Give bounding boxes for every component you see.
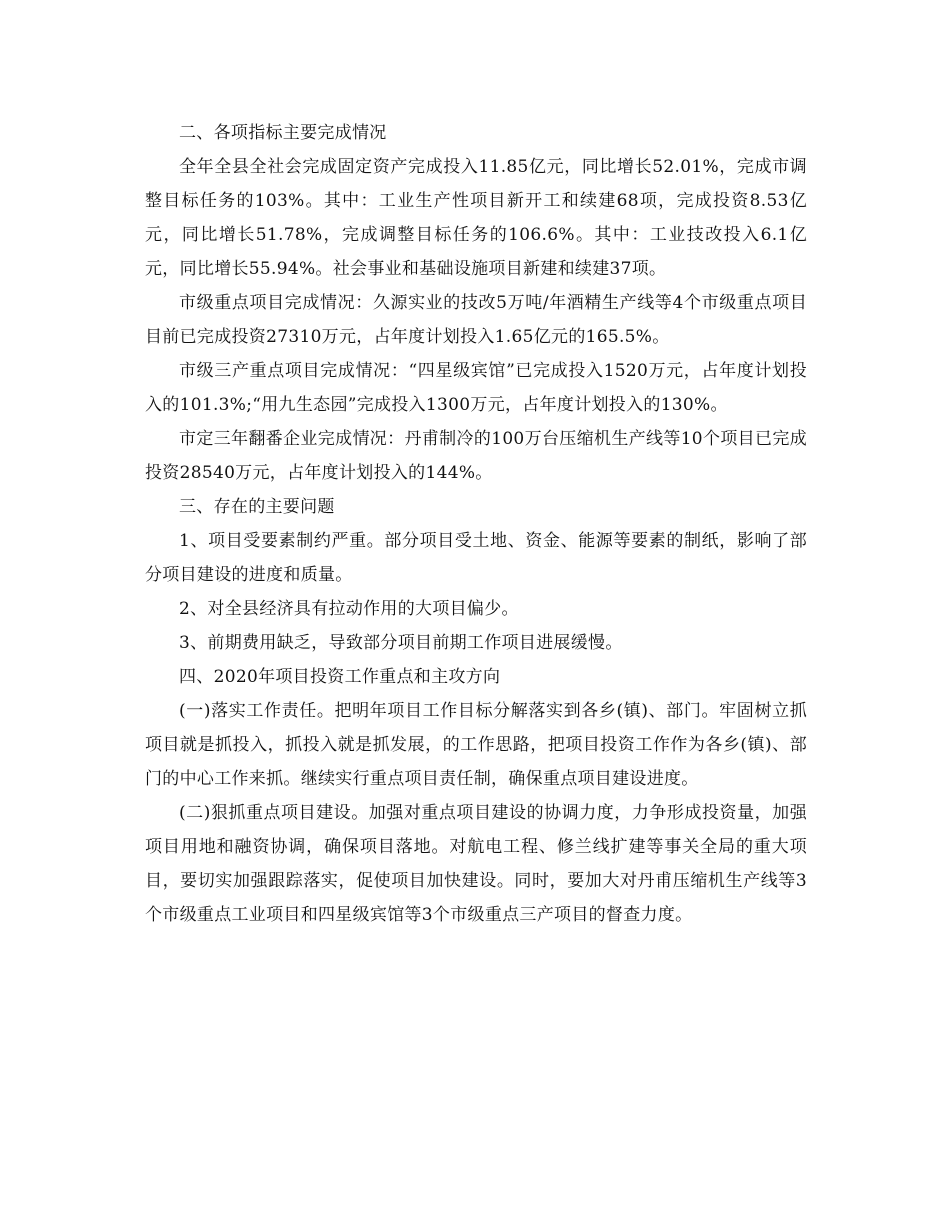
focus-item-2: (二)狠抓重点项目建设。加强对重点项目建设的协调力度，力争形成投资量，加强项目用地和融资协调，确保项目落地。对航电工程、修兰线扩建等事关全局的重大项目，要切实加强跟踪落实，促使项目加快建设。同时，要加大对丹甫压缩机生产线等3个市级重点工业项目和四星级宾馆等3个市级重点三产项目的督查力度。 <box>145 803 807 925</box>
paragraph-doubling-enterprises: 市定三年翻番企业完成情况：丹甫制冷的100万台压缩机生产线等10个项目已完成投资28540万元，占年度计划投入的144%。 <box>145 429 807 483</box>
paragraph-fixed-asset-investment: 全年全县全社会完成固定资产完成投入11.85亿元，同比增长52.01%，完成市调整目标任务的103%。其中：工业生产性项目新开工和续建68项，完成投资8.53亿元，同比增长51.78%，完成调整目标任务的106.6%。其中：工业技改投入6.1亿元，同比增长55.94%。社会事业和基础设施项目新建和续建37项。 <box>145 157 807 279</box>
problem-item-2: 2、对全县经济具有拉动作用的大项目偏少。 <box>179 599 519 619</box>
problem-item-1: 1、项目受要素制约严重。部分项目受土地、资金、能源等要素的制纸，影响了部分项目建设的进度和质量。 <box>145 531 807 585</box>
paragraph-city-key-projects: 市级重点项目完成情况：久源实业的技改5万吨/年酒精生产线等4个市级重点项目目前已完成投资27310万元，占年度计划投入1.65亿元的165.5%。 <box>145 293 807 347</box>
focus-item-1: (一)落实工作责任。把明年项目工作目标分解落实到各乡(镇)、部门。牢固树立抓项目就是抓投入，抓投入就是抓发展，的工作思路，把项目投资工作作为各乡(镇)、部门的中心工作来抓。继续实行重点项目责任制，确保重点项目建设进度。 <box>145 701 807 789</box>
section-heading-2: 二、各项指标主要完成情况 <box>179 123 387 143</box>
document-body <box>145 116 807 932</box>
paragraph-tertiary-key-projects: 市级三产重点项目完成情况：“四星级宾馆”已完成投入1520万元，占年度计划投入的101.3%;“用九生态园”完成投入1300万元，占年度计划投入的130%。 <box>145 361 807 415</box>
section-heading-4: 四、2020年项目投资工作重点和主攻方向 <box>179 667 501 687</box>
section-heading-3: 三、存在的主要问题 <box>179 497 335 517</box>
problem-item-3: 3、前期费用缺乏，导致部分项目前期工作项目进展缓慢。 <box>179 633 623 653</box>
